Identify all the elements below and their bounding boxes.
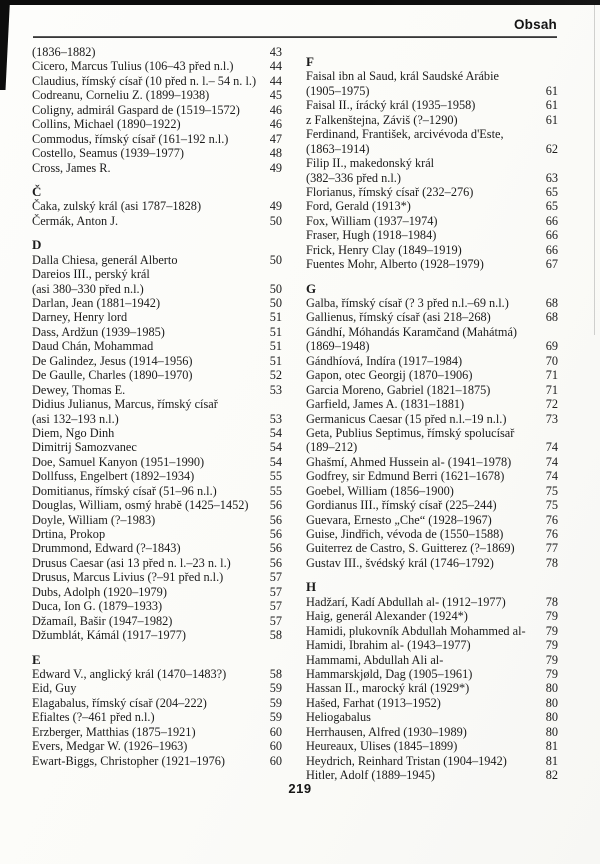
entry-text: (382–336 před n.l.)	[306, 170, 401, 185]
index-entry	[306, 513, 558, 527]
entry-page-number: 51	[269, 339, 282, 354]
entry-text: Fuentes Mohr, Alberto (1928–1979)	[306, 257, 484, 272]
entry-text: Filip II., makedonský král	[306, 156, 435, 171]
entry-page-number: 77	[545, 541, 558, 556]
entry-page-number: 60	[269, 739, 282, 754]
index-entry	[32, 117, 282, 131]
entry-text: Heydrich, Reinhard Tristan (1904–1942)	[306, 753, 507, 768]
entry-page-number: 59	[269, 710, 282, 725]
index-entry	[32, 253, 282, 267]
index-entry	[306, 440, 558, 454]
entry-page-number: 80	[545, 724, 558, 739]
index-entry	[32, 45, 282, 59]
section-letter: Č	[32, 183, 42, 199]
entry-page-number: 65	[545, 199, 558, 214]
entry-text: Ghašmí, Ahmed Hussein al- (1941–1978)	[306, 454, 512, 469]
entry-text: Didius Julianus, Marcus, římský císař	[32, 397, 218, 412]
index-entry	[32, 383, 282, 397]
index-entry	[32, 628, 282, 642]
entry-text: Drummond, Edward (?–1843)	[32, 541, 181, 556]
entry-text: Hadžarí, Kadí Abdullah al- (1912–1977)	[306, 594, 506, 609]
entry-text: (1863–1914)	[306, 141, 370, 156]
entry-text: Čaka, zulský král (asi 1787–1828)	[32, 199, 202, 214]
entry-page-number: 57	[269, 570, 282, 585]
index-entry	[306, 69, 558, 83]
index-entry	[306, 498, 558, 512]
entry-text: Džumblát, Kámál (1917–1977)	[32, 628, 187, 643]
entry-text: z Falkenštejna, Záviš (?–1290)	[306, 112, 458, 127]
index-entry	[306, 383, 558, 397]
index-entry	[32, 681, 282, 695]
entry-text: Hamidi, Ibrahim al- (1943–1977)	[306, 638, 471, 653]
running-head-title: Obsah	[513, 17, 557, 32]
header-rule	[33, 36, 557, 38]
entry-text: Costello, Seamus (1939–1977)	[32, 146, 184, 161]
entry-text: Eid, Guy	[32, 681, 77, 696]
index-entry	[306, 469, 558, 483]
entry-text: Darlan, Jean (1881–1942)	[32, 296, 161, 310]
index-entry	[32, 754, 282, 768]
entry-page-number: 82	[545, 768, 558, 782]
section-letter: H	[306, 579, 317, 595]
index-entry	[306, 624, 558, 638]
index-entry	[32, 556, 282, 570]
entry-text: Edward V., anglický král (1470–1483?)	[32, 666, 227, 681]
index-entry	[306, 156, 558, 170]
entry-text: Guevara, Ernesto „Che“ (1928–1967)	[306, 512, 492, 527]
entry-page-number: 46	[269, 117, 282, 132]
entry-page-number: 68	[545, 296, 558, 310]
entry-page-number: 55	[269, 469, 282, 484]
index-entry	[32, 59, 282, 73]
entry-text: Gándhí, Móhandás Karamčand (Mahátmá)	[306, 324, 518, 339]
section-letter: E	[32, 651, 41, 667]
entry-text: Heureaux, Ulises (1845–1899)	[306, 739, 458, 754]
entry-page-number: 56	[269, 512, 282, 527]
entry-text: Cicero, Marcus Tulius (106–43 před n.l.)	[32, 59, 234, 74]
entry-page-number: 56	[269, 555, 282, 570]
index-entry	[32, 739, 282, 753]
entry-page-number: 80	[545, 695, 558, 710]
entry-text: Drusus, Marcus Livius (?–91 před n.l.)	[32, 570, 224, 585]
entry-page-number: 79	[545, 666, 558, 681]
section-letter: D	[32, 237, 42, 253]
index-entry	[32, 570, 282, 584]
entry-page-number: 51	[269, 353, 282, 368]
entry-text: Guise, Jindřich, vévoda de (1550–1588)	[306, 527, 504, 541]
index-entry	[32, 484, 282, 498]
entry-page-number: 54	[269, 425, 282, 440]
entry-page-number: 68	[545, 310, 558, 325]
entry-page-number: 51	[269, 310, 282, 325]
entry-page-number: 44	[269, 73, 282, 88]
entry-text: (1905–1975)	[306, 83, 370, 98]
entry-text: Domitianus, římský císař (51–96 n.l.)	[32, 483, 217, 498]
index-entry	[306, 199, 558, 213]
entry-text: Dewey, Thomas E.	[32, 382, 126, 397]
entry-page-number: 56	[269, 527, 282, 541]
index-entry	[32, 498, 282, 512]
index-entry	[306, 228, 558, 242]
entry-text: Gallienus, římský císař (asi 218–268)	[306, 310, 491, 325]
entry-text: Ewart-Biggs, Christopher (1921–1976)	[32, 753, 225, 768]
index-entry	[306, 696, 558, 710]
entry-page-number: 56	[269, 498, 282, 513]
entry-text: Douglas, William, osmý hrabě (1425–1452)	[32, 498, 249, 513]
entry-page-number: 54	[269, 440, 282, 455]
entry-text: Geta, Publius Septimus, římský spolucísař	[306, 425, 515, 440]
index-entry	[32, 725, 282, 739]
entry-text: Gordianus III., římský císař (225–244)	[306, 498, 497, 513]
entry-text: (asi 380–330 před n.l.)	[32, 281, 144, 296]
entry-text: Džamaíl, Bašir (1947–1982)	[32, 613, 173, 628]
entry-text: Dimitrij Samozvanec	[32, 440, 137, 455]
entry-text: Herrhausen, Alfred (1930–1989)	[306, 724, 467, 739]
entry-text: (asi 132–193 n.l.)	[32, 411, 119, 426]
index-entry	[32, 296, 282, 310]
entry-page-number: 58	[269, 628, 282, 643]
entry-page-number: 80	[545, 681, 558, 696]
entry-text: Daud Chán, Mohammad	[32, 339, 154, 354]
entry-page-number: 49	[269, 199, 282, 214]
entry-text: Florianus, římský císař (232–276)	[306, 184, 474, 199]
index-entry	[32, 440, 282, 454]
index-entry	[306, 243, 558, 257]
entry-text: Collins, Michael (1890–1922)	[32, 117, 181, 132]
index-entry	[306, 368, 558, 382]
index-entry	[32, 710, 282, 724]
entry-text: Doe, Samuel Kanyon (1951–1990)	[32, 454, 205, 469]
index-entry	[306, 667, 558, 681]
index-entry	[32, 339, 282, 353]
index-entry	[32, 88, 282, 102]
entry-page-number: 81	[545, 753, 558, 768]
entry-page-number: 66	[545, 213, 558, 228]
entry-text: Ford, Gerald (1913*)	[306, 199, 411, 214]
entry-page-number: 69	[545, 339, 558, 354]
entry-page-number: 70	[545, 353, 558, 368]
index-entry	[306, 354, 558, 368]
entry-page-number: 63	[545, 170, 558, 185]
index-entry	[306, 653, 558, 667]
entry-page-number: 52	[269, 368, 282, 383]
entry-page-number: 74	[545, 469, 558, 484]
entry-text: Hitler, Adolf (1889–1945)	[306, 768, 435, 782]
entry-page-number: 61	[545, 83, 558, 98]
index-entry	[306, 98, 558, 112]
index-entry	[306, 638, 558, 652]
entry-text: De Galindez, Jesus (1914–1956)	[32, 353, 193, 368]
index-entry	[32, 74, 282, 88]
entry-text: Claudius, římský císař (10 před n. l.– 54 n. l.)	[32, 73, 257, 88]
entry-text: Germanicus Caesar (15 před n.l.–19 n.l.)	[306, 411, 507, 426]
index-entry	[32, 527, 282, 541]
entry-page-number: 57	[269, 613, 282, 628]
index-column-right	[306, 45, 558, 782]
index-entry	[306, 296, 558, 310]
index-entry	[32, 325, 282, 339]
entry-page-number: 50	[269, 252, 282, 267]
entry-page-number: 74	[545, 440, 558, 455]
index-entry	[32, 103, 282, 117]
entry-page-number: 58	[269, 666, 282, 681]
index-entry	[32, 412, 282, 426]
entry-text: Hašed, Farhat (1913–1952)	[306, 695, 441, 710]
index-entry	[32, 161, 282, 175]
entry-text: Dass, Ardžun (1939–1985)	[32, 324, 165, 339]
index-entry	[306, 171, 558, 185]
index-entry	[32, 541, 282, 555]
entry-text: Dareios III., perský král	[32, 267, 150, 282]
entry-page-number: 79	[545, 609, 558, 624]
entry-page-number: 76	[545, 512, 558, 527]
index-entry	[32, 455, 282, 469]
entry-page-number: 71	[545, 368, 558, 383]
entry-text: Gapon, otec Georgij (1870–1906)	[306, 368, 473, 383]
entry-text: Efialtes (?–461 před n.l.)	[32, 710, 155, 725]
entry-page-number: 67	[545, 257, 558, 272]
index-entry	[306, 556, 558, 570]
entry-text: (189–212)	[306, 440, 358, 455]
entry-page-number: 80	[545, 710, 558, 725]
index-entry	[32, 368, 282, 382]
entry-text: Hammarskjøld, Dag (1905–1961)	[306, 666, 473, 681]
index-entry	[306, 84, 558, 98]
entry-page-number: 51	[269, 324, 282, 339]
entry-page-number: 50	[269, 296, 282, 310]
index-entry	[306, 754, 558, 768]
entry-page-number: 79	[545, 623, 558, 638]
entry-text: (1869–1948)	[306, 339, 370, 354]
entry-text: Commodus, římský císař (161–192 n.l.)	[32, 131, 229, 146]
index-entry	[306, 113, 558, 127]
entry-page-number: 78	[545, 594, 558, 609]
entry-text: Hamidi, plukovník Abdullah Mohammed al-	[306, 623, 526, 638]
entry-page-number: 59	[269, 695, 282, 710]
index-entry	[306, 609, 558, 623]
index-entry	[32, 667, 282, 681]
entry-page-number: 60	[269, 753, 282, 768]
entry-text: Dalla Chiesa, generál Alberto	[32, 252, 178, 267]
entry-text: Godfrey, sir Edmund Berri (1621–1678)	[306, 469, 505, 484]
entry-page-number: 44	[269, 59, 282, 74]
entry-page-number: 79	[545, 638, 558, 653]
index-entry	[32, 397, 282, 411]
entry-page-number: 66	[545, 228, 558, 243]
entry-page-number: 57	[269, 599, 282, 614]
entry-text: (1836–1882)	[32, 45, 96, 59]
entry-text: Evers, Medgar W. (1926–1963)	[32, 739, 188, 754]
entry-text: Faisal II., írácký král (1935–1958)	[306, 98, 476, 113]
entry-page-number: 53	[269, 382, 282, 397]
entry-text: Haig, generál Alexander (1924*)	[306, 609, 468, 624]
entry-page-number: 60	[269, 724, 282, 739]
index-entry	[306, 412, 558, 426]
index-entry	[32, 696, 282, 710]
index-entry	[306, 257, 558, 271]
entry-text: Čermák, Anton J.	[32, 213, 119, 228]
entry-text: Duca, Ion G. (1879–1933)	[32, 599, 163, 614]
entry-text: Drusus Caesar (asi 13 před n. l.–23 n. l.)	[32, 555, 231, 570]
entry-text: Garcia Moreno, Gabriel (1821–1875)	[306, 382, 491, 397]
index-entry	[306, 710, 558, 724]
entry-text: Goebel, William (1856–1900)	[306, 483, 454, 498]
entry-page-number: 55	[269, 483, 282, 498]
entry-text: Ferdinand, František, arcivévoda d'Este,	[306, 127, 504, 142]
entry-page-number: 43	[269, 45, 282, 59]
scan-crease-right	[594, 5, 595, 335]
entry-page-number: 50	[269, 281, 282, 296]
entry-text: Doyle, William (?–1983)	[32, 512, 156, 527]
index-entry	[32, 267, 282, 281]
index-entry	[306, 127, 558, 141]
index-entry	[306, 325, 558, 339]
entry-text: Codreanu, Corneliu Z. (1899–1938)	[32, 88, 210, 103]
index-entry	[306, 339, 558, 353]
entry-text: Dubs, Adolph (1920–1979)	[32, 584, 167, 599]
section-letter: G	[306, 280, 317, 296]
entry-page-number: 71	[545, 382, 558, 397]
entry-text: Gándhíová, Indíra (1917–1984)	[306, 353, 463, 368]
entry-page-number: 47	[269, 131, 282, 146]
entry-text: Coligny, admirál Gaspard de (1519–1572)	[32, 102, 240, 117]
entry-page-number: 81	[545, 739, 558, 754]
index-entry	[306, 455, 558, 469]
entry-text: De Gaulle, Charles (1890–1970)	[32, 368, 193, 383]
entry-page-number: 62	[545, 141, 558, 156]
scan-edge-top	[0, 0, 600, 5]
index-entry	[32, 214, 282, 228]
entry-text: Diem, Ngo Dinh	[32, 425, 115, 440]
entry-page-number: 46	[269, 102, 282, 117]
index-entry	[32, 146, 282, 160]
index-entry	[32, 199, 282, 213]
entry-page-number: 79	[545, 652, 558, 667]
entry-page-number: 73	[545, 411, 558, 426]
index-entry	[32, 469, 282, 483]
entry-page-number: 72	[545, 397, 558, 412]
entry-page-number: 65	[545, 184, 558, 199]
scan-edge-left	[0, 0, 10, 90]
index-entry	[306, 426, 558, 440]
index-column-left	[32, 45, 282, 768]
entry-text: Hammami, Abdullah Ali al-	[306, 652, 444, 667]
index-entry	[306, 725, 558, 739]
entry-text: Faisal ibn al Saud, král Saudské Arábie	[306, 69, 499, 84]
entry-text: Heliogabalus	[306, 710, 371, 725]
entry-text: Fox, William (1937–1974)	[306, 213, 438, 228]
page-number: 219	[288, 781, 312, 796]
entry-text: Darney, Henry lord	[32, 310, 128, 325]
entry-text: Cross, James R.	[32, 160, 111, 175]
entry-text: Guiterrez de Castro, S. Guitterez (?–1869)	[306, 541, 515, 556]
index-entry	[306, 484, 558, 498]
entry-page-number: 61	[545, 112, 558, 127]
entry-text: Drtina, Prokop	[32, 527, 106, 541]
index-entry	[306, 397, 558, 411]
entry-page-number: 76	[545, 527, 558, 541]
entry-page-number: 61	[545, 98, 558, 113]
index-entry	[32, 310, 282, 324]
index-entry	[32, 599, 282, 613]
entry-page-number: 50	[269, 213, 282, 228]
index-entry	[306, 142, 558, 156]
index-entry	[306, 310, 558, 324]
index-entry	[306, 185, 558, 199]
entry-page-number: 45	[269, 88, 282, 103]
entry-page-number: 49	[269, 160, 282, 175]
index-entry	[306, 595, 558, 609]
index-entry	[32, 426, 282, 440]
entry-page-number: 59	[269, 681, 282, 696]
entry-page-number: 57	[269, 584, 282, 599]
entry-page-number: 56	[269, 541, 282, 556]
index-entry	[32, 132, 282, 146]
entry-text: Gustav III., švédský král (1746–1792)	[306, 555, 494, 570]
entry-text: Erzberger, Matthias (1875–1921)	[32, 724, 196, 739]
entry-text: Fraser, Hugh (1918–1984)	[306, 228, 437, 243]
entry-text: Elagabalus, římský císař (204–222)	[32, 695, 207, 710]
index-entry	[32, 585, 282, 599]
entry-page-number: 75	[545, 483, 558, 498]
entry-page-number: 48	[269, 146, 282, 161]
entry-text: Galba, římský císař (? 3 před n.l.–69 n.l.)	[306, 296, 509, 310]
entry-text: Dollfuss, Engelbert (1892–1934)	[32, 469, 195, 484]
index-entry	[32, 354, 282, 368]
entry-page-number: 66	[545, 242, 558, 257]
section-letter: F	[306, 54, 314, 69]
index-entry	[306, 739, 558, 753]
index-entry	[306, 527, 558, 541]
entry-page-number: 78	[545, 555, 558, 570]
index-entry	[306, 214, 558, 228]
index-entry	[32, 282, 282, 296]
index-entry	[306, 681, 558, 695]
entry-page-number: 53	[269, 411, 282, 426]
entry-page-number: 54	[269, 454, 282, 469]
index-entry	[306, 541, 558, 555]
index-entry	[32, 614, 282, 628]
entry-text: Hassan II., marocký král (1929*)	[306, 681, 470, 696]
entry-text: Garfield, James A. (1831–1881)	[306, 397, 465, 412]
entry-text: Frick, Henry Clay (1849–1919)	[306, 242, 462, 257]
index-entry	[32, 513, 282, 527]
entry-page-number: 75	[545, 498, 558, 513]
entry-page-number: 74	[545, 454, 558, 469]
